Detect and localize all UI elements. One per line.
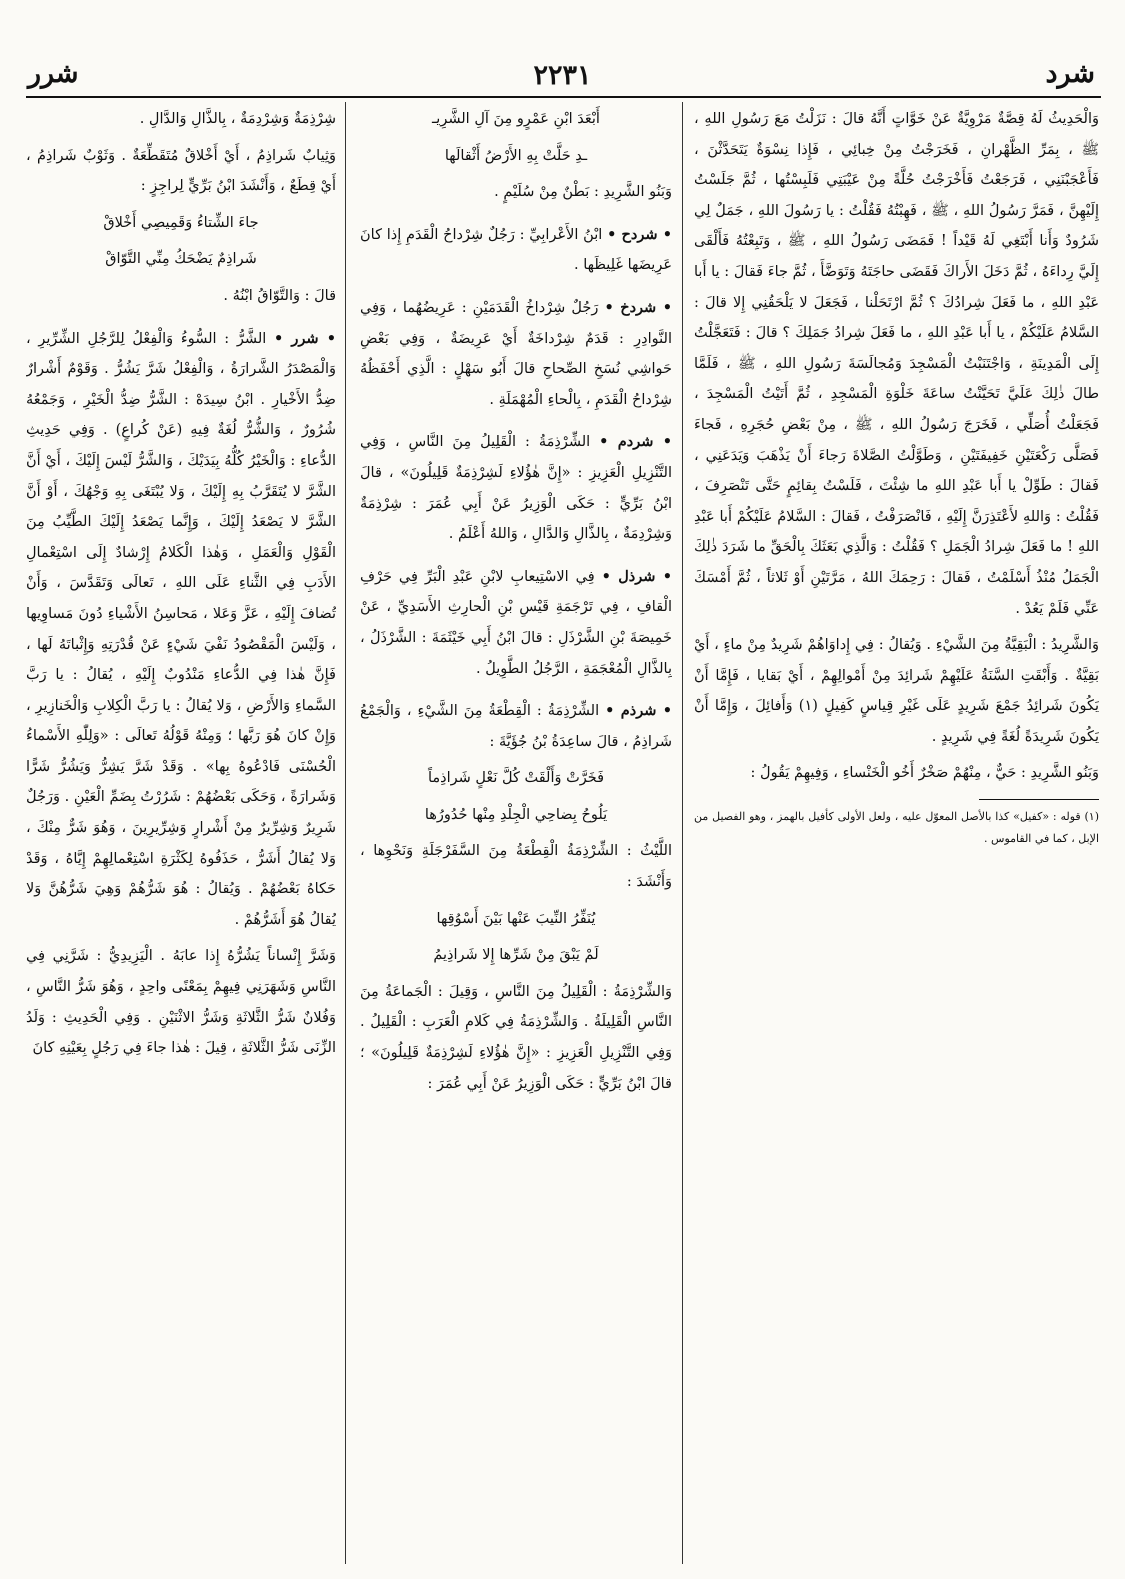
running-head-left: شرر — [28, 58, 79, 89]
header-rule — [26, 96, 1101, 98]
verse-line: يَلُوحُ بِضاحِي الْجِلْدِ مِنْها حُدُورُها — [424, 806, 608, 823]
column-divider — [345, 102, 346, 1564]
entry-text: رَجُلٌ شِرْداخُ الْقَدَمَيْنِ : عَرِيضُهُما ، وَفِي النَّوادِرِ : قَدَمٌ شِرْداخَةٌ أَيْ عَرِيضَةٌ ، وَفِي بَعْضِ حَواشِي نُسَخِ الصِّحاحِ قالَ أَبُو سَهْلٍ : الَّذِي أَحْفَظُهُ شِرْداحُ الْقَدَمِ ، بِالْحاءِ الْمُهْمَلَةِ . — [360, 299, 672, 408]
entry — [26, 324, 336, 936]
entry — [360, 696, 672, 757]
paragraph: وَالشَّرِيدُ : الْبَقِيَّةُ مِنَ الشَّيْءِ . وَيُقالُ : فِي إِداوَاهُمْ شَرِيدٌ مِنْ ماءٍ ، أَيْ بَقِيَّةٌ . وَأَبْقَتِ السَّنَةُ عَلَيْهِمْ شَرائِدَ مِنْ أَمْوالِهِمْ ، أَيْ بَقايا ، فَإِمَّا أَنْ يَكُونَ شَرائِدُ جَمْعَ شَرِيدٍ عَلَى غَيْرِ قِياسٍ كَفِيلٍ (١) وَأَفائِلَ ، وَإِمَّا أَنْ يَكُونَ شَرِيدَةً لُغَةً فِي شَرِيدٍ . — [694, 637, 1099, 745]
entry — [360, 220, 672, 281]
footnote-rule — [979, 799, 1099, 800]
paragraph: وَالشِّرْذِمَةُ : الْقَلِيلُ مِنَ النَّاسِ ، وَقِيلَ : الْجَماعَةُ مِنَ النَّاسِ الْقَلِيلَةُ . وَالشِّرْذِمَةُ فِي كَلامِ الْعَرَبِ : الْقَلِيلُ . وَفِي التَّنْزِيلِ الْعَزِيزِ : «إِنَّ هٰؤُلاءِ لَشِرْذِمَةٌ قَلِيلُونَ» ؛ قالَ ابْنُ بَرِّيٍّ : حَكَى الْوَزِيرُ عَنْ أَبِي عُمَرَ : — [360, 983, 672, 1092]
paragraph: اللَّيْثُ : الشِّرْذِمَةُ الْقِطْعَةُ مِنَ السَّفَرْجَلَةِ وَنَحْوِها ، وَأَنْشَدَ : — [360, 843, 672, 891]
headword: • شرذم • — [605, 702, 672, 720]
paragraph: وَالْحَدِيثُ لَهُ قِصَّةٌ مَرْوِيَّةٌ عَنْ خَوَّاتٍ أَنَّهُ قالَ : نَزَلْتُ مَعَ رَسُولِ اللهِ ، ﷺ ، بِمَرِّ الظَّهْرانِ ، فَخَرَجْتُ مِنْ خِبائِي ، فَإِذا نِسْوَةٌ يَتَحَدَّثْنَ ، فَأَعْجَبْنَنِي ، فَرَجَعْتُ فَأَخْرَجْتُ حُلَّةً مِنْ عَيْبَتِي فَلَبِسْتُها ، ثُمَّ جَلَسْتُ إِلَيْهِنَّ ، فَمَرَّ رَسُولُ اللهِ ، ﷺ ، فَهِبْتُهُ فَقُلْتُ : يا رَسُولَ اللهِ ، جَمَلٌ لِي شَرُودٌ وَأَنا أَبْتَغِي لَهُ قَيْداً ! فَمَضَى رَسُولُ اللهِ ، ﷺ ، وَتَبِعْتُهُ فَأَلْقَى إِلَيَّ رِداءَهُ ، ثُمَّ دَخَلَ الأَراكَ فَقَضَى حاجَتَهُ وَتَوَضَّأَ ، ثُمَّ جاءَ فَقالَ : يا أَبا عَبْدِ اللهِ ، ما فَعَلَ شِرادُكَ ؟ ثُمَّ ارْتَحَلْنا ، فَجَعَلَ لا يَلْحَقُنِي إِلا قالَ : السَّلامُ عَلَيْكُمْ ، يا أَبا عَبْدِ اللهِ ، ما فَعَلَ شِرادُ جَمَلِكَ ؟ قالَ : فَتَعَجَّلْتُ إِلَى الْمَدِينَةِ ، وَاجْتَنَبْتُ الْمَسْجِدَ وَمُجالَسَةَ رَسُولِ اللهِ ، ﷺ ، فَلَمَّا طالَ ذٰلِكَ عَلَيَّ تَحَيَّنْتُ ساعَةَ خَلْوَةِ الْمَسْجِدِ ، ثُمَّ أَتَيْتُ الْمَسْجِدَ ، فَجَعَلْتُ أُصَلِّي ، فَخَرَجَ رَسُولُ اللهِ ، ﷺ ، مِنْ بَعْضِ حُجَرِهِ ، فَجاءَ فَصَلَّى رَكْعَتَيْنِ خَفِيفَتَيْنِ ، وَطَوَّلْتُ الصَّلاةَ رَجاءَ أَنْ يَذْهَبَ وَيَدَعَنِي ، فَقالَ : طَوِّلْ يا أَبا عَبْدِ اللهِ ما شِئْتَ ، فَلَسْتُ بِقائِمٍ حَتَّى تَنْصَرِفَ ، فَقُلْتُ : وَاللهِ لأَعْتَذِرَنَّ إِلَيْهِ ، فَانْصَرَفْتُ ، فَقالَ : السَّلامُ عَلَيْكُمْ أَبا عَبْدِ اللهِ ! ما فَعَلَ شِرادُ الْجَمَلِ ؟ فَقُلْتُ : وَالَّذِي بَعَثَكَ بِالْحَقِّ ما شَرَدَ ذٰلِكَ الْجَمَلُ مُنْذُ أَسْلَمْتُ ، فَقالَ : رَحِمَكَ اللهُ ، مَرَّتَيْنِ أَوْ ثَلاثاً ، ثُمَّ أَمْسَكَ عَنِّي فَلَمْ يَعُدْ . — [694, 111, 1099, 617]
column-right — [694, 104, 1099, 1566]
column-divider — [682, 102, 683, 1564]
entry-text: الشَّرُّ : السُّوءُ وَالْفِعْلُ لِلرَّجُلِ الشِّرِّيرِ ، وَالْمَصْدَرُ الشَّرارَةُ ، وَالْفِعْلُ شَرَّ يَشُرُّ . وَقَوْمٌ أَشْرارٌ ضِدُّ الأَخْيارِ . ابْنُ سِيدَهْ : الشَّرُّ ضِدُّ الْخَيْرِ ، وَجَمْعُهُ شُرُورٌ ، وَالشُّرُّ لُغَةٌ فِيهِ (عَنْ كُراعٍ) . وَفِي حَدِيثِ الدُّعاءِ : وَالْخَيْرُ كُلُّهُ بِيَدَيْكَ ، وَالشَّرُّ لَيْسَ إِلَيْكَ ، أَيْ أَنَّ الشَّرَّ لا يُتَقَرَّبُ بِهِ إِلَيْكَ ، وَلا يُبْتَغَى بِهِ وَجْهُكَ ، أَوْ أَنَّ الشَّرَّ لا يَصْعَدُ إِلَيْكَ ، وَإِنَّما يَصْعَدُ إِلَيْكَ الطَّيِّبُ مِنَ الْقَوْلِ وَالْعَمَلِ ، وَهٰذا الْكَلامُ إِرْشادٌ إِلَى اسْتِعْمالِ الأَدَبِ فِي الثَّناءِ عَلَى اللهِ ، تَعالَى وَتَقَدَّسَ ، وَأَنْ تُضافَ إِلَيْهِ ، عَزَّ وَعَلا ، مَحاسِنُ الأَشْياءِ دُونَ مَساوِيها ، وَلَيْسَ الْمَقْصُودُ نَفْيَ شَيْءٍ عَنْ قُدْرَتِهِ وَإِثْباتَهُ لَها ، فَإِنَّ هٰذا فِي الدُّعاءِ مَنْدُوبٌ إِلَيْهِ ، يُقالُ : يا رَبَّ السَّماءِ وَالأَرْضِ ، وَلا يُقالُ : يا رَبَّ الْكِلابِ وَالْخَنازِيرِ ، وَإِنْ كانَ هُوَ رَبَّها ؛ وَمِنْهُ قَوْلُهُ تَعالَى : «وَلِلّٰهِ الأَسْماءُ الْحُسْنَى فَادْعُوهُ بِها» . وَقَدْ شَرَّ يَشِرُّ وَيَشُرُّ شَرًّا وَشَرارَةً ، وَحَكَى بَعْضُهُمْ : شَرُرْتُ بِضَمِّ الْعَيْنِ . وَرَجُلٌ شَرِيرٌ وَشِرِّيرٌ مِنْ أَشْرارٍ وَشِرِّيرِينَ ، وَهُوَ شَرٌّ مِنْكَ ، وَلا يُقالُ أَشَرُّ ، حَذَفُوهُ لِكَثْرَةِ اسْتِعْمالِهِمْ إِيَّاهُ ، وَقَدْ حَكاهُ بَعْضُهُمْ . وَيُقالُ : هُوَ شَرُّهُمْ وَهِيَ شَرُّهُنَّ وَلا يُقالُ هُوَ أَشَرُّهُمْ . — [26, 330, 336, 928]
column-left — [26, 104, 336, 1566]
entry-text: الشِّرْذِمَةُ : الْقِطْعَةُ مِنَ الشَّيْءِ ، وَالْجَمْعُ شَراذِمُ ، قالَ ساعِدَةُ بْنُ جُؤَيَّةَ : — [360, 703, 672, 750]
headword: • شردخ • — [604, 298, 672, 316]
paragraph: وَشَرَّ إِنْساناً يَشُرُّهُ إِذا عابَهُ . الْيَزِيدِيُّ : شَرَّنِي فِي النَّاسِ وَشَهَرَنِي فِيهِمْ بِمَعْنًى واحِدٍ ، وَهُوَ شَرُّ النَّاسِ ، وَفُلانٌ شَرُّ الثَّلاثَةِ وَشَرُّ الاثْنَيْنِ . وَفِي الْحَدِيثِ : وَلَدُ الزِّنَى شَرُّ الثَّلاثَةِ ، قِيلَ : هٰذا جاءَ فِي رَجُلٍ بِعَيْنِهِ كانَ — [26, 948, 336, 1057]
paragraph: وَبَنُو الشَّرِيدِ : حَيٌّ ، مِنْهُمْ صَخْرٌ أَخُو الْخَنْساءِ ، وَفِيهِمْ يَقُولُ : — [750, 765, 1099, 782]
headword: • شرر • — [274, 329, 336, 347]
verse-line: أَبْعَدَ ابْنِ عَمْرٍو مِنَ آلِ الشَّرِيـ — [432, 111, 600, 127]
running-head-right: شرد — [1045, 58, 1095, 89]
verse-line: جاءَ الشِّتاءُ وَقَمِيصِي أَخْلاقْ — [103, 214, 259, 231]
column-middle — [360, 104, 672, 1566]
page-number: ٢٢٣١ — [533, 60, 592, 91]
entry-text: الشِّرْذِمَةُ : الْقَلِيلُ مِنَ النَّاسِ ، وَفِي التَّنْزِيلِ الْعَزِيزِ : «إِنَّ هٰؤُلاءِ لَشِرْذِمَةٌ قَلِيلُونَ» ، قالَ ابْنُ بَرِّيٍّ : حَكَى الْوَزِيرُ عَنْ أَبِي عُمَرَ : شِرْذِمَةٌ وَشِرْدِمَةٌ ، بِالذَّالِ وَالدَّالِ ، وَاللهُ أَعْلَمُ . — [360, 434, 672, 543]
entry — [360, 293, 672, 415]
verse-line: فَخَرَّتْ وَأَلْقَتْ كُلَّ نَعْلٍ شَراذِماً — [427, 770, 605, 787]
verse-line: شَراذِمٌ يَضْحَكُ مِنِّي التَّوّاقْ — [105, 251, 257, 268]
verse-line: يُنَفِّرُ النِّيبَ عَنْها بَيْنَ أَسْوُقِها — [436, 910, 596, 927]
footnote: (١) قوله : «كفيل» كذا بالأصل المعوّل عليه ، ولعل الأولى كأفيل بالهمز ، وهو الفصيل من الإبل ، كما في القاموس . — [694, 810, 1099, 846]
headword: • شردم • — [599, 433, 672, 451]
verse-line: ـدِ حَلَّتْ بِهِ الأَرْضُ أَثْقالَها — [444, 147, 588, 164]
headword: • شردح • — [607, 225, 672, 243]
entry — [360, 427, 672, 549]
entry-text: ابْنُ الأَعْرابِيِّ : رَجُلٌ شِرْداحُ الْقَدَمِ إِذا كانَ عَرِيضَها غَلِيظَها . — [360, 226, 672, 274]
paragraph: وَبَنُو الشَّرِيدِ : بَطْنٌ مِنْ سُلَيْمٍ . — [494, 184, 672, 201]
paragraph: قالَ : وَالتَّوّاقُ ابْنُهُ . — [223, 287, 336, 304]
entry — [360, 562, 672, 684]
paragraph: وَثِيابٌ شَراذِمُ ، أَيْ أَخْلاقٌ مُتَقَطِّعَةٌ . وَثَوْبٌ شَراذِمُ ، أَيْ قِطَعٌ ، وَأَنْشَدَ ابْنُ بَرِّيٍّ لِراجِزٍ : — [26, 147, 336, 195]
verse-line: لَمْ يَبْقَ مِنْ شَرِّها إِلا شَراذِيمُ — [433, 947, 599, 964]
paragraph: شِرْذِمَةٌ وَشِرْدِمَةٌ ، بِالذَّالِ وَالدَّالِ . — [139, 111, 336, 127]
entry-text: فِي الاسْتِيعابِ لابْنِ عَبْدِ الْبَرِّ فِي حَرْفِ الْقافِ ، فِي تَرْجَمَةِ قَيْسِ بْنِ الْحارِثِ الأَسَدِيِّ ، عَنْ خَمِيصَةَ بْنِ الشَّرْذَلِ : قالَ ابْنُ أَبِي خَيْثَمَةَ : الشَّرْذَلُ ، بِالذَّالِ الْمُعْجَمَةِ ، الرَّجُلُ الطَّوِيلُ . — [360, 568, 672, 677]
headword: • شرذل • — [601, 567, 672, 585]
